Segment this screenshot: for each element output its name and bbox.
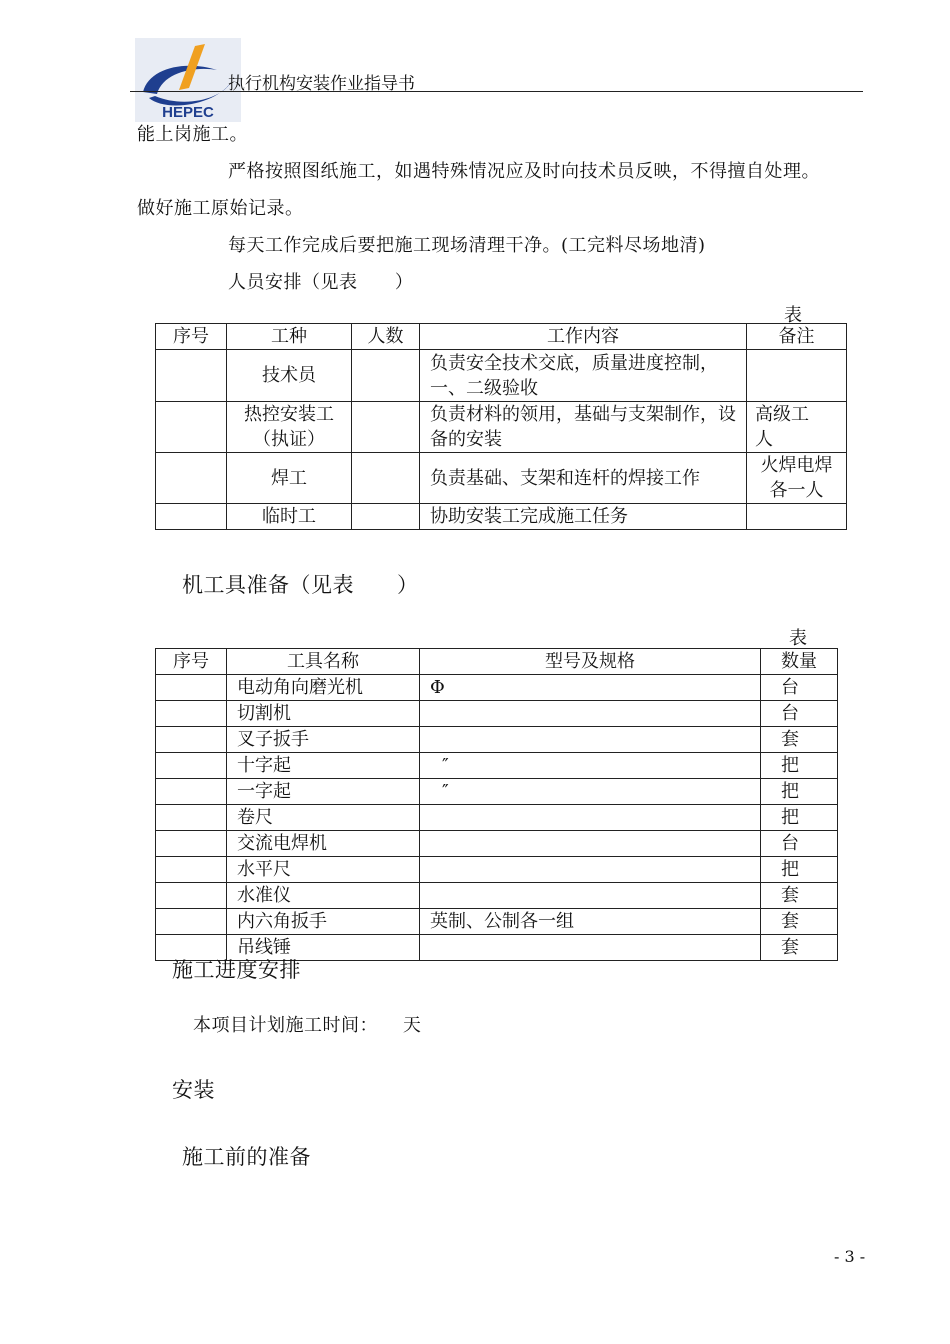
cell-content: 负责安全技术交底，质量进度控制，一、二级验收 (420, 350, 747, 402)
table-row (156, 883, 838, 909)
cell-note (747, 504, 847, 530)
cell-qty: 把 (761, 805, 838, 831)
cell-no (156, 675, 227, 701)
section-heading: 安装 (172, 1078, 215, 1102)
paragraph: 人员安排（见表 ） (228, 272, 414, 293)
header-divider (130, 91, 863, 92)
cell-no (156, 402, 227, 453)
table-row (156, 805, 838, 831)
cell-no (156, 831, 227, 857)
cell-note: 高级工人 (747, 402, 847, 453)
header-cell: 工具名称 (227, 649, 420, 675)
cell-name: 十字起 (227, 753, 420, 779)
cell-content: 负责基础、支架和连杆的焊接工作 (420, 453, 747, 504)
section-heading: 施工前的准备 (182, 1145, 311, 1169)
paragraph: 严格按照图纸施工，如遇特殊情况应及时向技术员反映，不得擅自处理。 (228, 161, 820, 182)
cell-no (156, 701, 227, 727)
cell-qty: 把 (761, 779, 838, 805)
page-number: - 3 - (834, 1247, 866, 1266)
table-row (156, 727, 838, 753)
cell-name: 电动角向磨光机 (227, 675, 420, 701)
cell-spec (420, 831, 761, 857)
table-row (156, 504, 847, 530)
cell-no (156, 805, 227, 831)
hepec-logo (135, 38, 241, 122)
table-row (156, 675, 838, 701)
header-cell: 人数 (352, 324, 420, 350)
table-row (156, 909, 838, 935)
table-row (156, 350, 847, 402)
cell-spec (420, 935, 761, 961)
logo-text: HEPEC (162, 104, 214, 121)
section-heading: 机工具准备（见表 ） (182, 573, 419, 597)
cell-spec (420, 701, 761, 727)
cell-type: 临时工 (227, 504, 352, 530)
cell-spec: ″ (420, 753, 761, 779)
cell-name: 水平尺 (227, 857, 420, 883)
cell-name: 卷尺 (227, 805, 420, 831)
table-caption: 表 (789, 628, 808, 649)
cell-name: 叉子扳手 (227, 727, 420, 753)
cell-qty: 台 (761, 701, 838, 727)
cell-no (156, 909, 227, 935)
cell-no (156, 453, 227, 504)
cell-spec: Φ (420, 675, 761, 701)
table-row (156, 402, 847, 453)
tools-table (155, 648, 838, 961)
header-cell: 序号 (156, 324, 227, 350)
cell-content: 协助安装工完成施工任务 (420, 504, 747, 530)
cell-qty: 套 (761, 935, 838, 961)
cell-spec: ″ (420, 779, 761, 805)
header-cell: 数量 (761, 649, 838, 675)
table-header-row (156, 649, 838, 675)
table-row (156, 779, 838, 805)
cell-spec: 英制、公制各一组 (420, 909, 761, 935)
cell-qty: 台 (761, 831, 838, 857)
cell-count (352, 402, 420, 453)
cell-name: 交流电焊机 (227, 831, 420, 857)
document-title: 执行机构安装作业指导书 (228, 74, 415, 94)
cell-name: 吊线锤 (227, 935, 420, 961)
cell-count (352, 453, 420, 504)
cell-no (156, 857, 227, 883)
cell-qty: 套 (761, 909, 838, 935)
schedule-text: 本项目计划施工时间： 天 (193, 1015, 422, 1036)
cell-type: 技术员 (227, 350, 352, 402)
cell-no (156, 753, 227, 779)
paragraph: 每天工作完成后要把施工现场清理干净。(工完料尽场地清) (228, 235, 706, 256)
table-header-row (156, 324, 847, 350)
header-cell: 备注 (747, 324, 847, 350)
cell-type: 热控安装工（执证） (227, 402, 352, 453)
table-row (156, 701, 838, 727)
cell-name: 一字起 (227, 779, 420, 805)
cell-no (156, 883, 227, 909)
cell-count (352, 504, 420, 530)
header-cell: 工种 (227, 324, 352, 350)
cell-qty: 把 (761, 753, 838, 779)
personnel-table (155, 323, 847, 530)
cell-name: 水准仪 (227, 883, 420, 909)
cell-type: 焊工 (227, 453, 352, 504)
cell-qty: 台 (761, 675, 838, 701)
header-cell: 序号 (156, 649, 227, 675)
paragraph: 能上岗施工。 (137, 124, 248, 145)
header-cell: 型号及规格 (420, 649, 761, 675)
cell-qty: 套 (761, 727, 838, 753)
cell-no (156, 504, 227, 530)
header-cell: 工作内容 (420, 324, 747, 350)
cell-note: 火焊电焊各一人 (747, 453, 847, 504)
cell-qty: 把 (761, 857, 838, 883)
table-caption: 表 (784, 305, 803, 326)
cell-name: 切割机 (227, 701, 420, 727)
cell-no (156, 779, 227, 805)
cell-content: 负责材料的领用，基础与支架制作，设备的安装 (420, 402, 747, 453)
table-row (156, 857, 838, 883)
cell-count (352, 350, 420, 402)
cell-qty: 套 (761, 883, 838, 909)
table-row (156, 831, 838, 857)
cell-spec (420, 857, 761, 883)
table-row (156, 453, 847, 504)
cell-spec (420, 727, 761, 753)
cell-spec (420, 883, 761, 909)
cell-no (156, 727, 227, 753)
cell-spec (420, 805, 761, 831)
cell-note (747, 350, 847, 402)
cell-no (156, 350, 227, 402)
paragraph: 做好施工原始记录。 (137, 198, 304, 219)
section-heading: 施工进度安排 (172, 958, 301, 982)
table-row (156, 753, 838, 779)
cell-name: 内六角扳手 (227, 909, 420, 935)
